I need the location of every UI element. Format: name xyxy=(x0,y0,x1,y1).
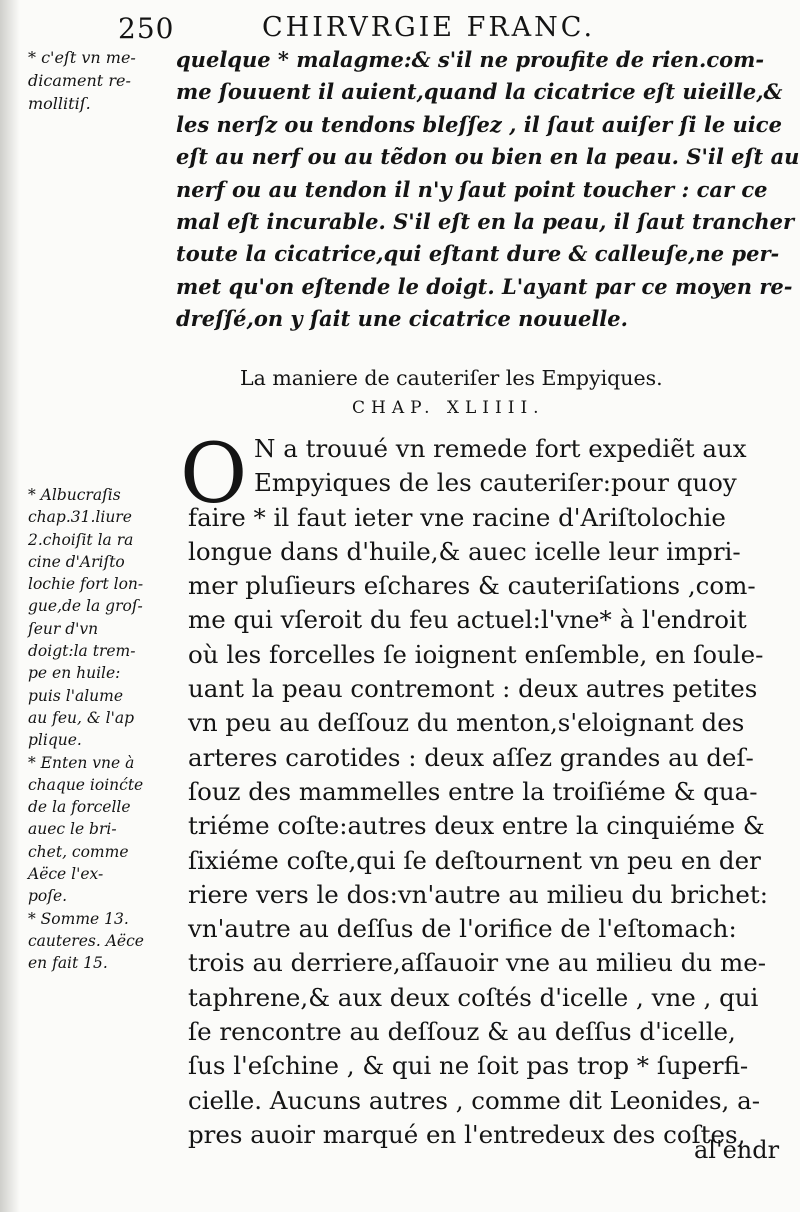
text-line: pres auoir marqué en l'entredeux des coſtes, xyxy=(188,1119,746,1149)
text-line: met qu'on eſtende le doigt. L'ayant par ce moyen re- xyxy=(176,273,793,299)
margin-line: ſeur d'vn xyxy=(28,619,99,638)
margin-line: puis l'alume xyxy=(28,686,124,705)
margin-line: lochie fort lon- xyxy=(28,575,144,594)
margin-line: en fait 15. xyxy=(28,954,108,973)
text-line: longue dans d'huile,& auec icelle leur impri- xyxy=(188,536,741,566)
main-text xyxy=(188,432,778,1152)
text-line: trois au derriere,aſſauoir vne au milieu du me- xyxy=(188,948,766,978)
text-line: ſe rencontre au deſſouz & au deſſus d'icelle, xyxy=(188,1017,736,1047)
margin-line: cauteres. Aëce xyxy=(28,931,144,950)
text-line: les nerſz ou tendons bleſſez , il ſaut auiſer ſi le uice xyxy=(176,111,782,137)
margin-line: pe en huile: xyxy=(28,664,121,683)
margin-line: auec le bri- xyxy=(28,820,117,839)
chapter-number: CHAP. XLIIII. xyxy=(352,398,545,418)
text-line: toute la cicatrice,qui eſtant dure & calleuſe,ne per- xyxy=(176,241,780,267)
margin-line: de la forcelle xyxy=(28,798,131,817)
running-title: CHIRVRGIE FRANC. xyxy=(262,12,596,43)
margin-line: Aëce l'ex- xyxy=(28,865,104,884)
margin-line: poſe. xyxy=(28,887,68,906)
text-line: nerf ou au tendon il n'y ſaut point toucher : car ce xyxy=(176,176,768,202)
page-header xyxy=(0,8,800,44)
margin-line: cine d'Ariſto xyxy=(28,552,125,571)
margin-line: * Enten vne à xyxy=(28,753,135,772)
page-number: 250 xyxy=(118,12,175,45)
text-line: ſouz des mammelles entre la troiſiéme & qua- xyxy=(188,776,758,806)
text-line: ſixiéme coſte,qui ſe deſtournent vn peu en der xyxy=(188,845,761,875)
margin-line: dicament re- xyxy=(28,71,131,90)
drop-cap: O xyxy=(180,427,248,522)
text-line: taphrene,& aux deux coſtés d'icelle , vne , qui xyxy=(188,982,759,1012)
text-line: dreſſé,on y ſait une cicatrice nouuelle. xyxy=(176,306,628,332)
margin-note-bottom xyxy=(28,484,178,975)
margin-line: * c'eſt vn me- xyxy=(28,48,136,67)
text-line: faire * il faut ieter vne racine d'Ariſtolochie xyxy=(188,502,726,532)
text-line: riere vers le dos:vn'autre au milieu du brichet: xyxy=(188,879,768,909)
text-line: où les forcelles ſe ioignent enſemble, en ſoule- xyxy=(188,639,764,669)
margin-line: chet, comme xyxy=(28,842,129,861)
text-line: cielle. Aucuns autres , comme dit Leonides, a- xyxy=(188,1085,761,1115)
margin-line: * Somme 13. xyxy=(28,909,129,928)
text-line: N a trouué vn remede fort expediẽt aux xyxy=(254,434,747,463)
text-line: mer pluſieurs eſchares & cauteriſations ,com- xyxy=(188,571,756,601)
text-line: quelque * malagme:& s'il ne proufite de rien.com- xyxy=(176,47,765,72)
margin-note-top xyxy=(28,46,178,115)
margin-line: * Albucraſis xyxy=(28,486,121,504)
chapter-title: La maniere de cauteriſer les Empyiques. xyxy=(240,366,663,390)
text-line: eſt au nerf ou au tẽdon ou bien en la peau. S'il eſt au xyxy=(176,144,800,170)
catchword: al'endr xyxy=(694,1136,780,1164)
margin-line: plique. xyxy=(28,731,82,750)
text-line: arteres carotides : deux aſſez grandes au deſ- xyxy=(188,742,754,772)
margin-line: doigt:la trem- xyxy=(28,642,136,661)
margin-line: chap.31.liure xyxy=(28,508,132,527)
margin-line: au feu, & l'ap xyxy=(28,708,135,727)
text-line: me ſouuent il auient,quand la cicatrice eſt uieille,& xyxy=(176,79,783,105)
margin-line: chaque ioinćte xyxy=(28,775,144,794)
text-line: vn'autre au deſſus de l'orifice de l'eſtomach: xyxy=(188,914,737,944)
text-line: triéme coſte:autres deux entre la cinquiéme & xyxy=(188,811,765,841)
page-edge-shadow xyxy=(0,0,20,1212)
text-line: Empyiques de les cauteriſer:pour quoy xyxy=(254,468,737,498)
text-line: me qui vſeroit du feu actuel:l'vne* à l'endroit xyxy=(188,605,747,635)
margin-line: gue,de la groſ- xyxy=(28,597,143,616)
margin-line: mollitiſ. xyxy=(28,94,91,113)
text-line: ſus l'eſchine , & qui ne ſoit pas trop * ſuperfi- xyxy=(188,1051,749,1081)
italic-paragraph xyxy=(176,44,800,336)
text-line: mal eſt incurable. S'il eſt en la peau, il ſaut trancher xyxy=(176,209,795,235)
text-line: uant la peau contremont : deux autres petites xyxy=(188,674,758,704)
text-line: vn peu au deſſouz du menton,s'eloignant des xyxy=(188,708,745,738)
margin-line: 2.choiſit la ra xyxy=(28,530,134,549)
